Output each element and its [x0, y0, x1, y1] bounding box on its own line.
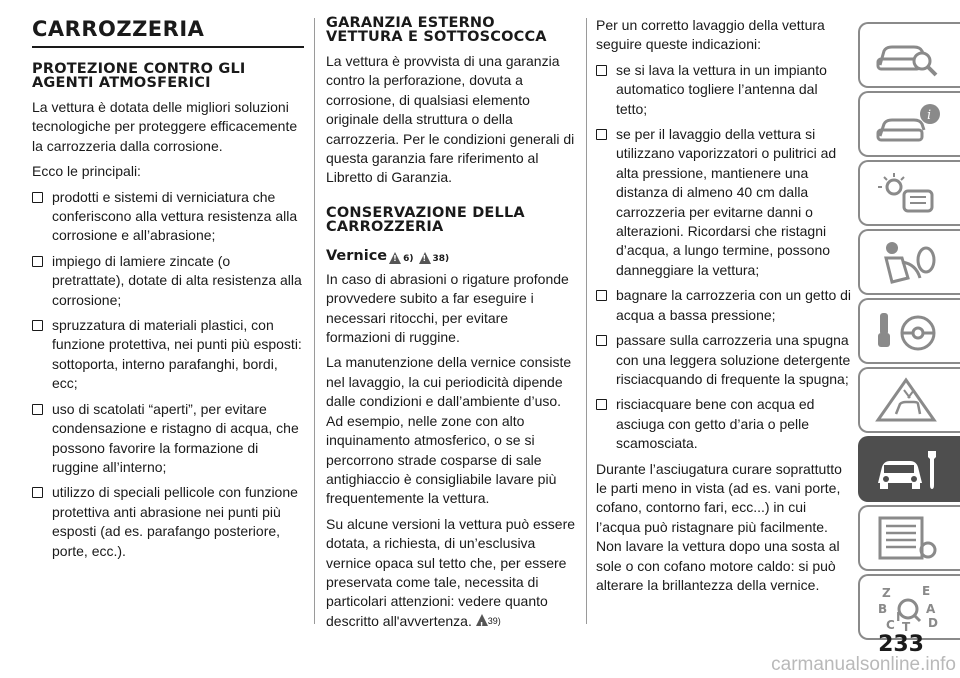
tab-specs-list[interactable] — [858, 505, 960, 571]
index-letter: D — [928, 616, 938, 630]
index-letter: Z — [882, 586, 891, 600]
index-letter: B — [878, 602, 888, 616]
intro-paragraph: La vettura è dotata delle migliori soluzioni tecnologiche per proteggere efficacemente la carrozzeria dalla corrosione. — [32, 99, 298, 154]
airbag-seat-icon — [874, 238, 944, 288]
list-item: prodotti e sistemi di verniciatura che conferiscono alla vettura resistenza alla corrosione e all’abrasione; — [32, 188, 304, 246]
index-letter: A — [926, 602, 936, 616]
warning-triangle-icon — [419, 252, 431, 264]
checkbox-bullet-icon — [596, 65, 607, 76]
list-item: uso di scatolati “aperti”, per evitare condensazione e ristagno di acqua, che possono favorire la formazione di ruggine all’interno; — [32, 400, 304, 478]
tab-key-steering[interactable] — [858, 298, 960, 364]
page-number: 233 — [878, 632, 924, 657]
warning-lights-icon — [874, 169, 944, 219]
index-letter: C — [886, 618, 895, 632]
list-item: spruzzatura di materiali plastici, con funzione protettiva, nei punti più esposti: sottoporta, interno parafanghi, bordi, ecc; — [32, 316, 304, 394]
section-heading-garanzia: GARANZIA ESTERNO VETTURA E SOTTOSCOCCA — [326, 15, 547, 45]
checkbox-bullet-icon — [596, 129, 607, 140]
tab-road-warning[interactable] — [858, 367, 960, 433]
list-item: se si lava la vettura in un impianto automatico togliere l’antenna dal tetto; — [596, 61, 852, 119]
list-item: impiego di lamiere zincate (o pretrattate), dotate di alta resistenza alla corrosione; — [32, 252, 304, 310]
paint-paragraph-3: Su alcune versioni la vettura può essere dotata, a richiesta, di un’esclusiva vernice opaca sul tetto che, per essere preservata come tale, necessita di particolari attenzioni: vedere quanto descritto all'avvertenza. ! 39) — [326, 515, 576, 631]
column-middle — [326, 16, 576, 637]
footnote-ref[interactable]: 38) — [432, 253, 450, 264]
tab-car-search[interactable] — [858, 22, 960, 88]
section-heading-protezione: PROTEZIONE CONTRO GLI AGENTI ATMOSFERICI — [32, 61, 246, 91]
footnote-ref[interactable]: 39) — [487, 615, 501, 626]
tab-car-maintenance[interactable] — [858, 436, 960, 502]
column-left — [32, 16, 304, 567]
checkbox-bullet-icon — [32, 487, 43, 498]
warning-triangle-icon — [389, 252, 401, 264]
section-heading-conservazione: CONSERVAZIONE DELLA CARROZZERIA — [326, 204, 525, 235]
list-item: utilizzo di speciali pellicole con funzione protettiva anti abrasione nei punti più esposti (ad es. parafango posteriore, porte, ecc.). — [32, 483, 304, 561]
watermark: carmanualsonline.info — [771, 654, 956, 675]
checkbox-bullet-icon — [32, 256, 43, 267]
svg-text:i: i — [927, 108, 932, 123]
warning-triangle-icon — [476, 614, 488, 626]
index-letter: I — [896, 610, 901, 624]
protection-list — [32, 188, 304, 561]
car-search-icon — [874, 31, 944, 81]
column-right — [596, 16, 852, 601]
index-letter: E — [922, 584, 931, 598]
checkbox-bullet-icon — [596, 335, 607, 346]
checkbox-bullet-icon — [596, 399, 607, 410]
paint-paragraph-1: In caso di abrasioni o rigature profonde provvedere subito a far eseguire i necessari ritocchi, per evitare formazioni di ruggine. — [326, 270, 569, 346]
wash-intro: Per un corretto lavaggio della vettura seguire queste indicazioni: — [596, 17, 825, 53]
tab-alphabet-index[interactable] — [858, 574, 960, 640]
tab-airbag-seat[interactable] — [858, 229, 960, 295]
specs-list-icon — [874, 514, 944, 564]
footnote-ref[interactable]: 6) — [403, 253, 414, 264]
list-item: se per il lavaggio della vettura si utilizzano vaporizzatori o pulitrici ad alta pressione, mantienere una distanza di almeno 40 cm dalla carrozzeria per evitarne danni o alterazioni. Ricordarsi che ristagni d’acqua, a lungo termine, possono danneggiare la vettura; — [596, 125, 852, 280]
column-divider — [314, 18, 315, 624]
list-item: risciacquare bene con acqua ed asciuga con getto d’aria o pelle scamosciata. — [596, 395, 852, 453]
lead-paragraph: Ecco le principali: — [32, 163, 141, 180]
column-divider — [586, 18, 587, 624]
list-item: passare sulla carrozzeria una spugna con una leggera soluzione detergente risciacquando di frequente la spugna; — [596, 331, 852, 389]
checkbox-bullet-icon — [32, 320, 43, 331]
tab-warning-lights[interactable] — [858, 160, 960, 226]
index-letter: T — [902, 620, 911, 633]
key-steering-icon — [874, 307, 944, 357]
road-warning-icon — [874, 376, 944, 426]
list-item: bagnare la carrozzeria con un getto di acqua a bassa pressione; — [596, 286, 852, 325]
alphabet-index-icon — [874, 583, 944, 633]
page-title: CARROZZERIA — [32, 16, 304, 48]
checkbox-bullet-icon — [32, 192, 43, 203]
closing-paragraph: Durante l’asciugatura curare soprattutto le parti meno in vista (ad es. vani porte, cofano, contorno fari, ecc...) in cui l’acqua può ristagnare più facilmente. Non lavare la vettura dopo una sosta al sole o con cofano motore caldo: si può alterare la brillantezza della vernice. — [596, 460, 842, 593]
paint-paragraph-2: La manutenzione della vernice consiste nel lavaggio, la cui periodicità dipende dalle condizioni e dall’ambiente d’uso. Ad esempio, nelle zone con alto inquinamento atmosferico, o se si percorrono strade cosparse di sale antighiaccio è consigliabile lavare più frequentemente la vettura. — [326, 354, 572, 507]
subheading-vernice: Vernice ! 6) ! 38) — [326, 248, 576, 264]
tab-car-info[interactable] — [858, 91, 960, 157]
chapter-tabs — [858, 22, 960, 643]
car-info-icon — [874, 100, 944, 150]
checkbox-bullet-icon — [32, 404, 43, 415]
checkbox-bullet-icon — [596, 290, 607, 301]
car-wrench-icon — [874, 445, 944, 495]
wash-list — [596, 61, 852, 454]
warranty-paragraph: La vettura è provvista di una garanzia contro la perforazione, dovuta a corrosione, di qualsiasi elemento originale della struttura o della carrozzeria. Per le condizioni generali di questa garanzia fare riferimento al Libretto di Garanzia. — [326, 53, 575, 186]
